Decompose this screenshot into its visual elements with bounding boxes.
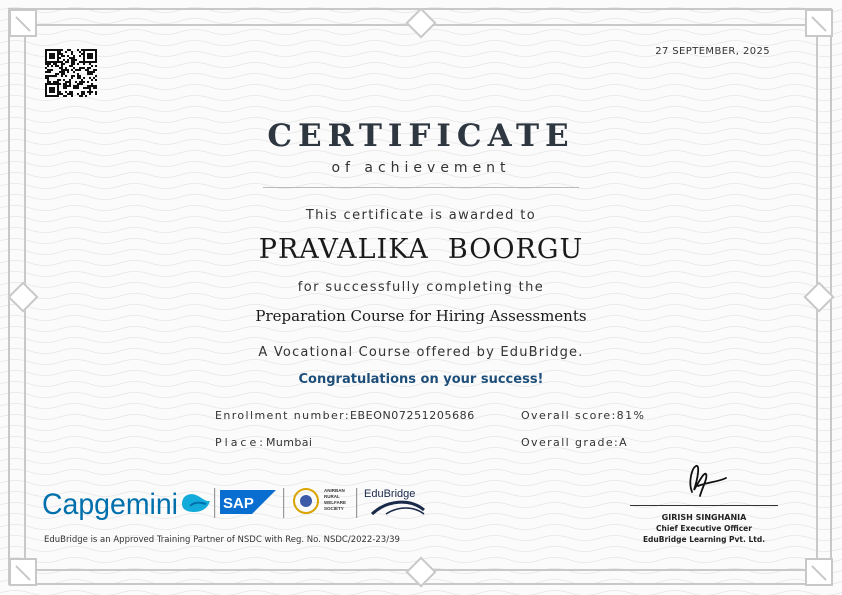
partner-logos xyxy=(42,484,442,526)
title-divider xyxy=(263,187,579,188)
society-line-2: RURAL xyxy=(324,494,340,499)
society-line-3: WELFARE xyxy=(324,500,346,505)
certificate-title: CERTIFICATE xyxy=(267,118,575,154)
grade-value: A xyxy=(619,436,629,449)
congrats-text: Congratulations on your success! xyxy=(298,372,544,387)
edubridge-swoosh-icon xyxy=(372,502,424,514)
place xyxy=(215,436,312,449)
enrollment-value: EBEON07251205686 xyxy=(349,409,475,422)
score-label: Overall score: xyxy=(521,409,617,422)
signatory-organization: EduBridge Learning Pvt. Ltd. xyxy=(642,535,766,544)
edubridge-logo: EduBridge xyxy=(364,488,416,500)
corner-ornament-top-left xyxy=(9,9,37,37)
society-line-4: SOCIETY xyxy=(324,506,344,511)
awarded-text: This certificate is awarded to xyxy=(305,208,537,223)
grade-label: Overall grade: xyxy=(521,436,620,449)
capgemini-logo: Capgemini xyxy=(42,488,178,521)
qr-code-icon[interactable] xyxy=(45,49,97,97)
place-value: Mumbai xyxy=(265,436,313,449)
corner-ornament-bottom-right xyxy=(805,558,833,586)
overall-grade xyxy=(521,436,628,449)
score-value: 81% xyxy=(616,409,646,422)
place-label: Place: xyxy=(215,436,266,449)
issue-date: 27 SEPTEMBER, 2025 xyxy=(655,46,770,57)
completing-text: for successfully completing the xyxy=(297,280,545,295)
signatory-name: GIRISH SINGHANIA xyxy=(661,513,747,522)
corner-ornament-bottom-left xyxy=(9,558,37,586)
sap-logo: SAP xyxy=(223,495,254,512)
society-line-1: ANIRBAN xyxy=(324,488,345,493)
partner-statement: EduBridge is an Approved Training Partner of NSDC with Reg. No. NSDC/2022-23/39 xyxy=(44,535,400,545)
recipient-name: PRAVALIKA BOORGU xyxy=(258,234,584,265)
signature-line xyxy=(630,505,778,506)
offered-text: A Vocational Course offered by EduBridge. xyxy=(258,345,584,360)
corner-ornament-top-right xyxy=(805,9,833,37)
enrollment-number xyxy=(215,409,475,422)
course-name: Preparation Course for Hiring Assessments xyxy=(255,307,587,325)
certificate-subtitle: of achievement xyxy=(331,160,511,176)
signature-image xyxy=(678,462,734,502)
signatory-role: Chief Executive Officer xyxy=(656,524,752,533)
enrollment-label: Enrollment number: xyxy=(215,409,350,422)
overall-score xyxy=(521,409,645,422)
